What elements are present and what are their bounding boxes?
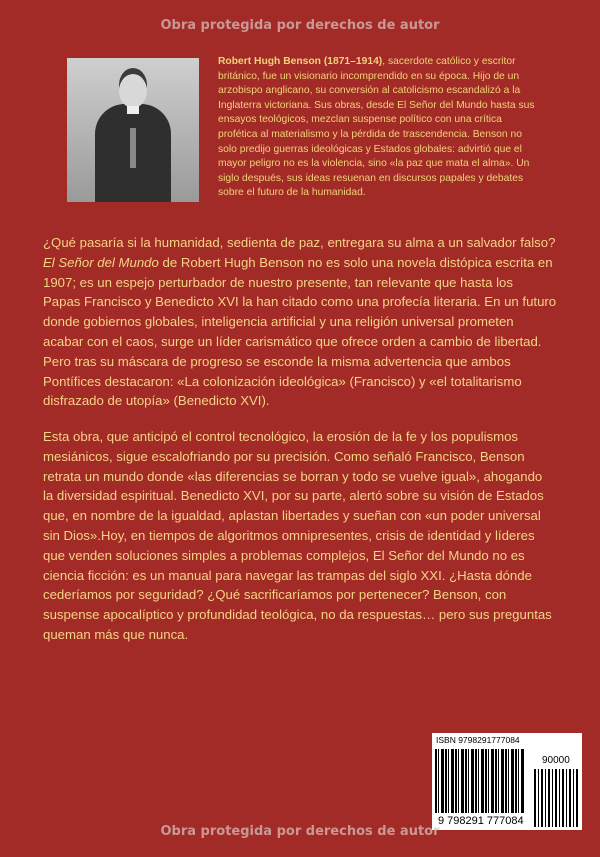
text-line: ciencia ficción: es un manual para navegar las trampas del siglo XXI. ¿Hasta dónde [43,567,532,583]
bio-line: mayor peligro no es la violencia, sino «la paz que mata el alma». Un [218,158,530,170]
text-line: suspense apocalíptico y profundidad teológica, no da respuestas… pero sus preguntas [43,607,552,623]
text-line: sin Dios».Hoy, en tiempos de algoritmos omnipresentes, crisis de identidad y líderes [43,527,535,543]
bio-line: sobre el futuro de la humanidad. [218,187,366,199]
text-line: que, en nombre de la igualdad, aplastan libertades y sueñan con «un poder universal [43,508,541,524]
bio-line: siglo después, sus ideas resuenan en discursos papales y debates [218,172,524,184]
synopsis-paragraph-2 [43,427,583,645]
price-addon: 90000 [542,755,570,766]
text-line: disfrazado de utopía» (Benedicto XVI). [43,393,270,409]
bio-line: solo predijo guerras ideológicas y Estados globales: advirtió que el [218,143,522,155]
text-line: Pero tras su máscara de progreso se esconde la misma advertencia que ambos [43,353,511,369]
bio-line: británico, fue un visionario incomprendido en su época. Hijo de un [218,70,520,82]
text-line: queman más que nunca. [43,626,189,642]
text-line: retrata un mundo donde «las diferencias se borran y todo se vuelve igual», ahogando [43,468,543,484]
text-line: cederíamos por seguridad? ¿Qué sacrificaríamos por pertenecer? Benson, con [43,587,507,603]
author-name: Robert Hugh Benson (1871–1914) [218,56,383,67]
text-line: ¿Qué pasaría si la humanidad, sedienta de paz, entregara su alma a un salvador falso? [43,235,556,250]
addon-bars [534,769,578,827]
watermark-top: Obra protegida por derechos de autor [160,18,440,33]
text-line: 1907; es un espejo perturbador de nuestro presente, tan relevante que hasta los [43,274,513,290]
text-line: Papas Francisco y Benedicto XVI la han citado como una profecía literaria. En un futuro [43,294,557,310]
barcode-digits: 9 798291 777084 [438,815,524,827]
book-title: El Señor del Mundo [43,254,159,270]
text-line: la diversidad espiritual. Benedicto XVI, por su parte, alertó sobre su visión de Estados [43,488,544,504]
bio-line: arzobispo anglicano, su conversión al catolicismo escandalizó a la [218,85,521,97]
text-line: que venden soluciones simples a problemas complejos, El Señor del Mundo no es [43,547,525,563]
text-line: Pontífices destacaron: «La colonización ideológica» (Francisco) y «el totalitarismo [43,373,522,389]
text-line: mesiánicos, sigue escalofriando por su precisión. Como señaló Francisco, Benson [43,448,525,464]
author-bio [218,55,563,201]
author-photo [67,58,199,202]
text-segment: de Robert Hugh Benson no es solo una novela distópica escrita en [158,254,553,270]
text-line: acabar con el caos, surge un líder carismático que ofrece orden a cambio de libertad. [43,333,542,349]
text-line: Esta obra, que anticipó el control tecnológico, la erosión de la fe y los populismos [43,429,519,444]
isbn-barcode [432,733,582,830]
bio-line: Inglaterra victoriana. Sus obras, desde El Señor del Mundo hasta sus [218,99,535,111]
watermark-bottom: Obra protegida por derechos de autor [160,824,440,839]
text-line [43,253,583,273]
text-line: donde gobiernos globales, inteligencia artificial y una religión universal prometen [43,314,514,330]
barcode-bars [435,749,525,813]
bio-line: profética al materialismo y la pérdida de trascendencia. Benson no [218,128,522,140]
synopsis-paragraph-1 [43,233,583,411]
bio-line: ensayos teológicos, mezclan suspense político con una crítica [218,114,502,126]
isbn-label: ISBN 9798291777084 [436,735,520,745]
bio-line: , sacerdote católico y escritor [382,56,516,67]
